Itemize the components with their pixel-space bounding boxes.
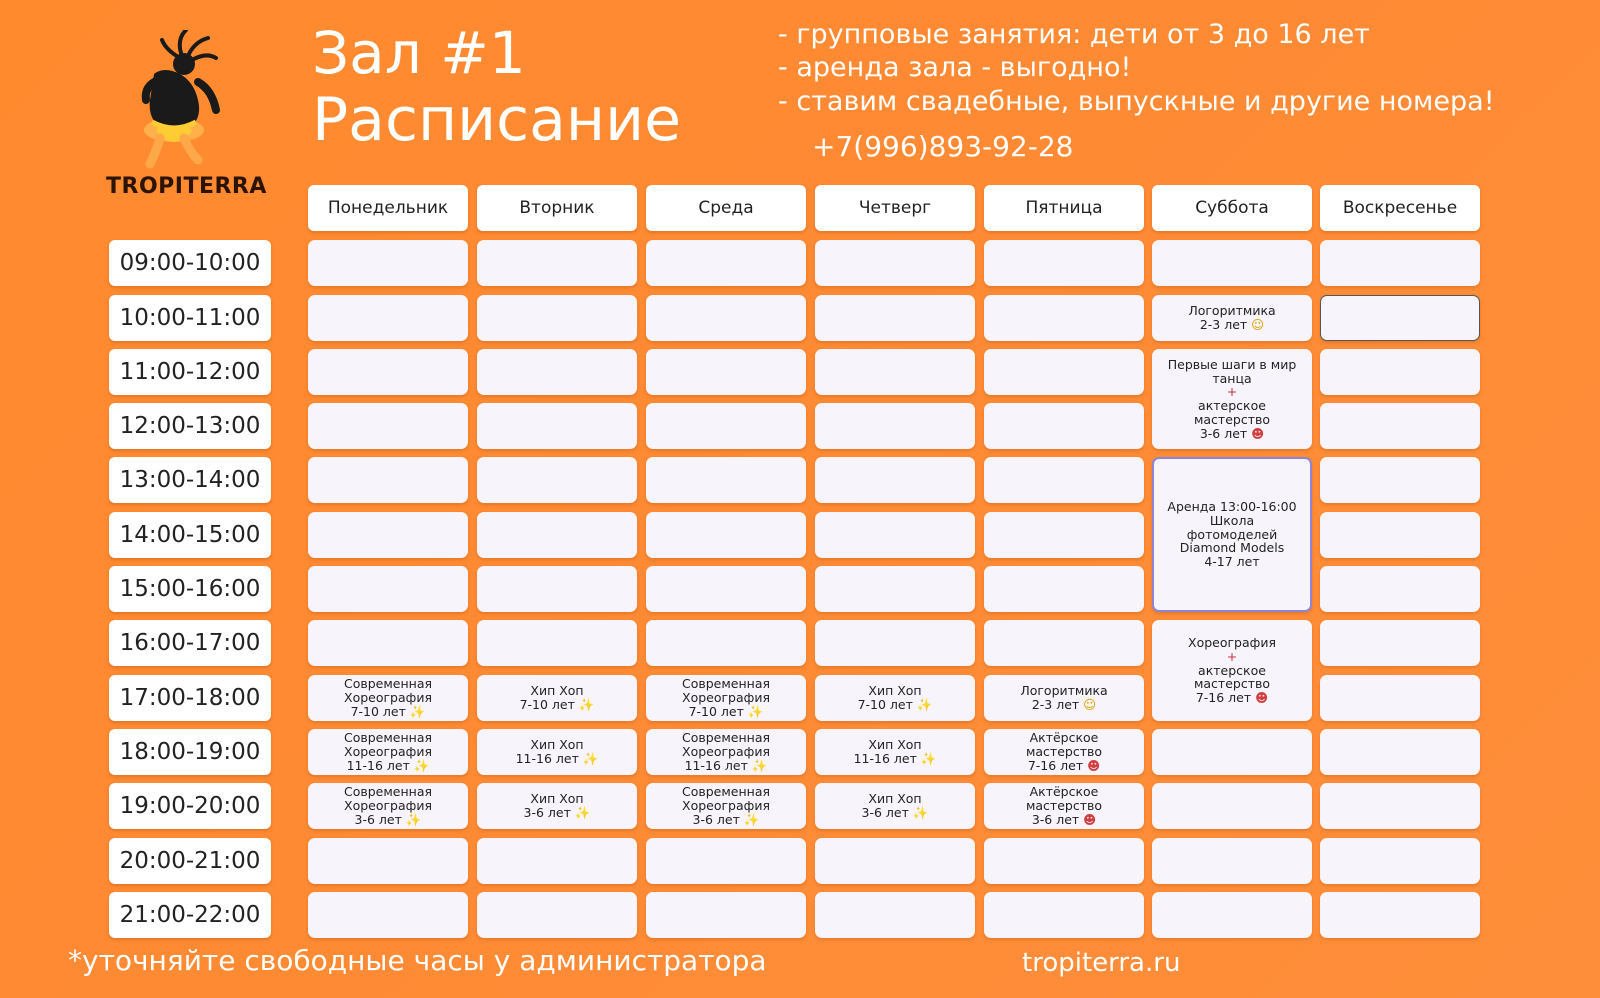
day-header: Суббота xyxy=(1152,185,1312,231)
class-name-line: Хип Хоп xyxy=(868,737,922,753)
time-slot: 18:00-19:00 xyxy=(109,729,271,775)
class-cell xyxy=(308,675,468,721)
age-range: 11-16 лет ✨ xyxy=(854,752,937,766)
schedule-cell xyxy=(984,512,1144,558)
schedule-cell xyxy=(646,403,806,449)
schedule-cell xyxy=(646,457,806,503)
day-header: Пятница xyxy=(984,185,1144,231)
class-name-line: Хореография xyxy=(344,690,432,706)
class-cell xyxy=(477,729,637,775)
age-range: 3-6 лет ☻ xyxy=(1032,813,1096,827)
class-name-line: Хореография xyxy=(1188,635,1276,651)
class-name-line: Логоритмика xyxy=(1020,683,1108,699)
age-range: 11-16 лет ✨ xyxy=(685,759,768,773)
age-range: 7-16 лет ☻ xyxy=(1196,691,1268,705)
class-name-line: Современная xyxy=(343,676,432,692)
schedule-cell xyxy=(477,838,637,884)
footnote: *уточняйте свободные часы у администратора xyxy=(68,944,767,977)
schedule-cell xyxy=(308,240,468,286)
time-slot: 20:00-21:00 xyxy=(109,838,271,884)
class-name-line: Современная xyxy=(681,784,770,800)
class-cell xyxy=(308,783,468,829)
schedule-cell xyxy=(646,620,806,666)
time-slot: 14:00-15:00 xyxy=(109,512,271,558)
schedule-cell xyxy=(308,295,468,341)
schedule-cell xyxy=(1152,240,1312,286)
class-name-line: Хореография xyxy=(682,690,770,706)
schedule-cell xyxy=(1320,457,1480,503)
class-cell xyxy=(815,729,975,775)
schedule-cell xyxy=(477,240,637,286)
schedule-cell xyxy=(984,620,1144,666)
schedule-cell xyxy=(984,295,1144,341)
age-range: 11-16 лет ✨ xyxy=(347,759,430,773)
class-name-line: Хореография xyxy=(344,798,432,814)
class-name-line: Diamond Models xyxy=(1179,540,1285,556)
class-cell xyxy=(815,783,975,829)
class-name-line: танца xyxy=(1212,370,1252,386)
class-name-line: мастерство xyxy=(1025,798,1103,814)
class-name-line: мастерство xyxy=(1193,676,1271,692)
class-name-line: Аренда 13:00-16:00 xyxy=(1167,499,1297,515)
schedule-cell xyxy=(984,457,1144,503)
class-cell xyxy=(1152,295,1312,341)
schedule-cell xyxy=(308,620,468,666)
schedule-cell xyxy=(308,512,468,558)
schedule-cell xyxy=(815,892,975,938)
schedule-cell xyxy=(477,512,637,558)
schedule-cell xyxy=(477,566,637,612)
schedule-cell xyxy=(815,838,975,884)
time-slot: 15:00-16:00 xyxy=(109,566,271,612)
schedule-cell xyxy=(1320,403,1480,449)
age-range: 7-10 лет ✨ xyxy=(351,705,426,719)
info-line-groups: - групповые занятия: дети от 3 до 16 лет xyxy=(778,19,1370,50)
class-name-line: Хип Хоп xyxy=(530,737,584,753)
schedule-cell xyxy=(1320,295,1480,341)
time-slot: 09:00-10:00 xyxy=(109,240,271,286)
class-name-line: фотомоделей xyxy=(1186,526,1278,542)
class-name-line: Актёрское xyxy=(1029,730,1099,746)
class-name-line: Актёрское xyxy=(1029,784,1099,800)
hall-title: Зал #1 xyxy=(312,19,526,87)
schedule-cell xyxy=(308,892,468,938)
info-line-rent: - аренда зала - выгодно! xyxy=(778,52,1132,83)
class-name-line: + xyxy=(1226,648,1238,664)
day-header: Понедельник xyxy=(308,185,468,231)
time-slot: 10:00-11:00 xyxy=(109,295,271,341)
schedule-cell xyxy=(984,892,1144,938)
schedule-cell xyxy=(477,403,637,449)
schedule-cell xyxy=(815,620,975,666)
schedule-cell xyxy=(815,512,975,558)
age-range: 7-10 лет ✨ xyxy=(858,698,933,712)
class-name-line: Логоритмика xyxy=(1188,303,1276,319)
schedule-cell xyxy=(646,566,806,612)
schedule-cell xyxy=(984,240,1144,286)
class-cell xyxy=(815,675,975,721)
class-name-line: Хореография xyxy=(682,744,770,760)
schedule-cell xyxy=(1320,566,1480,612)
class-name-line: Хип Хоп xyxy=(868,683,922,699)
schedule-cell xyxy=(984,566,1144,612)
schedule-cell xyxy=(308,838,468,884)
brand-name: TROPITERRA xyxy=(106,174,267,199)
schedule-cell xyxy=(1320,675,1480,721)
website-link[interactable]: tropiterra.ru xyxy=(1022,948,1181,978)
age-range: 7-16 лет ☻ xyxy=(1028,759,1100,773)
class-name-line: Современная xyxy=(343,730,432,746)
schedule-cell xyxy=(308,457,468,503)
class-cell xyxy=(646,729,806,775)
time-slot: 12:00-13:00 xyxy=(109,403,271,449)
class-name-line: Хореография xyxy=(344,744,432,760)
class-name-line: мастерство xyxy=(1193,411,1271,427)
age-range: 7-10 лет ✨ xyxy=(689,705,764,719)
class-name-line: мастерство xyxy=(1025,744,1103,760)
class-name-line: Хип Хоп xyxy=(530,683,584,699)
schedule-cell xyxy=(308,566,468,612)
schedule-cell xyxy=(1320,892,1480,938)
class-name-line: актерское xyxy=(1198,662,1266,678)
schedule-cell xyxy=(646,349,806,395)
age-range: 3-6 лет ✨ xyxy=(693,813,760,827)
class-cell xyxy=(477,783,637,829)
class-cell xyxy=(984,729,1144,775)
saturday-block xyxy=(1152,349,1312,449)
saturday-block xyxy=(1152,457,1312,612)
schedule-cell xyxy=(1320,838,1480,884)
tropiterra-logo xyxy=(106,26,266,206)
schedule-cell xyxy=(1152,783,1312,829)
schedule-cell xyxy=(984,349,1144,395)
age-range: 7-10 лет ✨ xyxy=(520,698,595,712)
schedule-cell xyxy=(1320,783,1480,829)
phone-number: +7(996)893-92-28 xyxy=(812,130,1074,163)
schedule-cell xyxy=(984,838,1144,884)
age-range: 11-16 лет ✨ xyxy=(516,752,599,766)
day-header: Четверг xyxy=(815,185,975,231)
class-name-line: актерское xyxy=(1198,398,1266,413)
age-range: 4-17 лет xyxy=(1204,554,1260,570)
day-header: Воскресенье xyxy=(1320,185,1480,231)
class-name-line: Школа xyxy=(1209,512,1255,528)
schedule-cell xyxy=(308,349,468,395)
time-slot: 11:00-12:00 xyxy=(109,349,271,395)
age-range: 2-3 лет ☺ xyxy=(1200,318,1264,332)
schedule-cell xyxy=(1320,729,1480,775)
class-name-line: Хип Хоп xyxy=(868,791,922,807)
schedule-cell xyxy=(646,838,806,884)
schedule-cell xyxy=(646,240,806,286)
class-name-line: Первые шаги в мир xyxy=(1167,356,1297,372)
class-name-line: Современная xyxy=(681,730,770,746)
class-cell xyxy=(984,783,1144,829)
schedule-cell xyxy=(1320,240,1480,286)
age-range: 2-3 лет ☺ xyxy=(1032,698,1096,712)
schedule-cell xyxy=(1320,620,1480,666)
schedule-cell xyxy=(1152,838,1312,884)
schedule-cell xyxy=(646,295,806,341)
schedule-cell xyxy=(1152,892,1312,938)
schedule-cell xyxy=(646,512,806,558)
class-cell xyxy=(646,783,806,829)
age-range: 3-6 лет ☻ xyxy=(1200,427,1264,441)
schedule-cell xyxy=(477,295,637,341)
time-slot: 17:00-18:00 xyxy=(109,675,271,721)
class-name-line: Современная xyxy=(681,676,770,692)
schedule-cell xyxy=(646,892,806,938)
schedule-cell xyxy=(815,240,975,286)
class-cell xyxy=(984,675,1144,721)
schedule-cell xyxy=(1152,729,1312,775)
day-header: Среда xyxy=(646,185,806,231)
class-name-line: + xyxy=(1226,384,1238,400)
age-range: 3-6 лет ✨ xyxy=(355,813,422,827)
schedule-cell xyxy=(815,295,975,341)
schedule-cell xyxy=(815,403,975,449)
class-name-line: Хореография xyxy=(682,798,770,814)
schedule-cell xyxy=(815,566,975,612)
schedule-cell xyxy=(477,620,637,666)
age-range: 3-6 лет ✨ xyxy=(862,806,929,820)
schedule-title: Расписание xyxy=(312,85,682,155)
class-cell xyxy=(308,729,468,775)
class-cell xyxy=(646,675,806,721)
class-cell xyxy=(477,675,637,721)
dancer-logo-icon xyxy=(136,30,236,170)
time-slot: 13:00-14:00 xyxy=(109,457,271,503)
day-header: Вторник xyxy=(477,185,637,231)
time-slot: 21:00-22:00 xyxy=(109,892,271,938)
schedule-cell xyxy=(1320,512,1480,558)
saturday-block xyxy=(1152,620,1312,721)
schedule-cell xyxy=(477,349,637,395)
schedule-cell xyxy=(984,403,1144,449)
class-name-line: Хип Хоп xyxy=(530,791,584,807)
time-slot: 19:00-20:00 xyxy=(109,783,271,829)
class-name-line: Современная xyxy=(343,784,432,800)
schedule-cell xyxy=(1320,349,1480,395)
schedule-cell xyxy=(477,457,637,503)
time-slot: 16:00-17:00 xyxy=(109,620,271,666)
schedule-cell xyxy=(815,349,975,395)
schedule-cell xyxy=(815,457,975,503)
schedule-cell xyxy=(477,892,637,938)
info-line-numbers: - ставим свадебные, выпускные и другие номера! xyxy=(778,86,1495,117)
age-range: 3-6 лет ✨ xyxy=(524,806,591,820)
schedule-cell xyxy=(308,403,468,449)
